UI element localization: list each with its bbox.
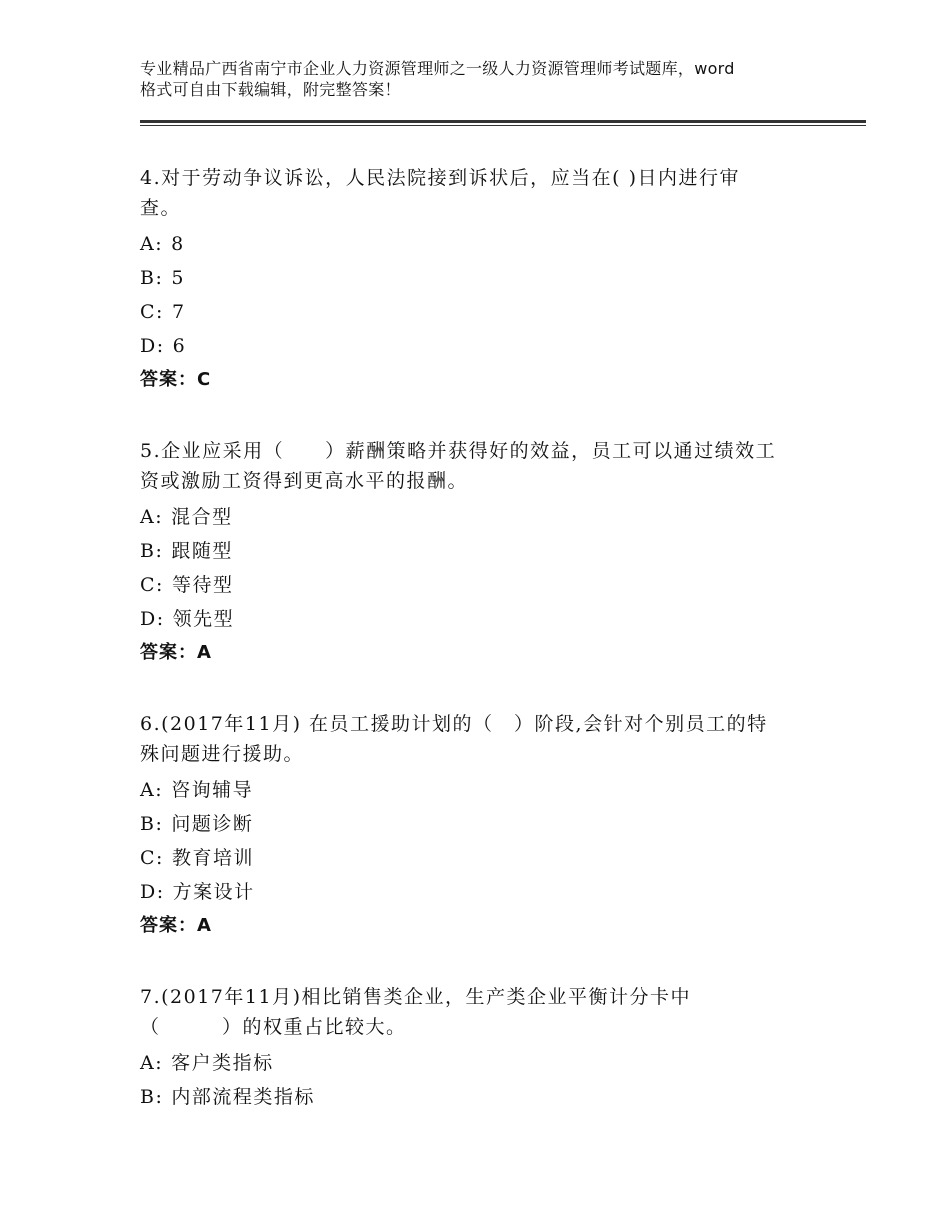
option-text: 混合型: [171, 506, 233, 528]
option-text: 领先型: [172, 608, 235, 630]
question-stem-line-2: 资或激励工资得到更高水平的报酬。: [140, 470, 469, 492]
question-stem-line-1: 7.(2017年11月)相比销售类企业，生产类企业平衡计分卡中: [140, 986, 691, 1008]
option-text: 跟随型: [171, 540, 233, 562]
option-letter: A:: [140, 779, 164, 801]
question-stem-line-1: 4.对于劳动争议诉讼，人民法院接到诉状后，应当在( )日内进行审: [140, 167, 740, 189]
question-4: [140, 163, 820, 397]
option-letter: D:: [140, 881, 165, 903]
option-text: 等待型: [171, 574, 234, 596]
option-c: [140, 295, 820, 329]
question-stem-line-2: 殊问题进行援助。: [140, 743, 305, 765]
option-letter: D:: [140, 335, 165, 357]
option-letter: B:: [140, 540, 164, 562]
option-letter: B:: [140, 1086, 164, 1108]
question-5: [140, 436, 820, 670]
option-letter: B:: [140, 267, 164, 289]
option-text: 咨询辅导: [171, 779, 254, 801]
option-text: 7: [171, 301, 186, 323]
question-7: [140, 982, 820, 1114]
answer-label: 答案：A: [140, 915, 212, 936]
header-divider-thick: [140, 120, 866, 123]
header-divider-thin: [140, 125, 866, 126]
option-letter: A:: [140, 233, 164, 255]
question-stem: [140, 436, 820, 496]
option-text: 6: [172, 335, 187, 357]
option-letter: C:: [140, 301, 164, 323]
option-letter: D:: [140, 608, 165, 630]
option-text: 方案设计: [172, 881, 255, 903]
option-d: [140, 875, 820, 909]
question-stem-line-1: 6.(2017年11月) 在员工援助计划的（ ）阶段,会针对个别员工的特: [140, 713, 768, 735]
question-6: [140, 709, 820, 943]
option-text: 8: [171, 233, 185, 255]
option-letter: C:: [140, 574, 164, 596]
option-b: [140, 807, 820, 841]
question-stem-line-2: 查。: [140, 197, 182, 219]
option-b: [140, 261, 820, 295]
option-text: 问题诊断: [171, 813, 254, 835]
option-a: [140, 1046, 820, 1080]
option-text: 内部流程类指标: [171, 1086, 315, 1108]
question-stem-line-1: 5.企业应采用（ ）薪酬策略并获得好的效益，员工可以通过绩效工: [140, 440, 777, 462]
answer-label: 答案：A: [140, 642, 212, 663]
option-letter: A:: [140, 1052, 164, 1074]
option-b: [140, 534, 820, 568]
option-b: [140, 1080, 820, 1114]
option-c: [140, 841, 820, 875]
option-c: [140, 568, 820, 602]
option-a: [140, 500, 820, 534]
option-letter: A:: [140, 506, 164, 528]
header-line-1: 专业精品广西省南宁市企业人力资源管理师之一级人力资源管理师考试题库，word: [140, 59, 735, 78]
answer-label: 答案：C: [140, 369, 212, 390]
option-text: 5: [171, 267, 185, 289]
option-d: [140, 602, 820, 636]
question-stem: [140, 163, 820, 223]
option-a: [140, 227, 820, 261]
header-line-2: 格式可自由下载编辑，附完整答案！: [140, 80, 401, 99]
option-letter: B:: [140, 813, 164, 835]
option-a: [140, 773, 820, 807]
option-text: 客户类指标: [171, 1052, 274, 1074]
document-header: [140, 58, 840, 100]
option-text: 教育培训: [171, 847, 254, 869]
option-letter: C:: [140, 847, 164, 869]
question-stem: [140, 709, 820, 769]
question-stem-line-2: （ ）的权重占比较大。: [140, 1016, 407, 1038]
option-d: [140, 329, 820, 363]
question-stem: [140, 982, 820, 1042]
